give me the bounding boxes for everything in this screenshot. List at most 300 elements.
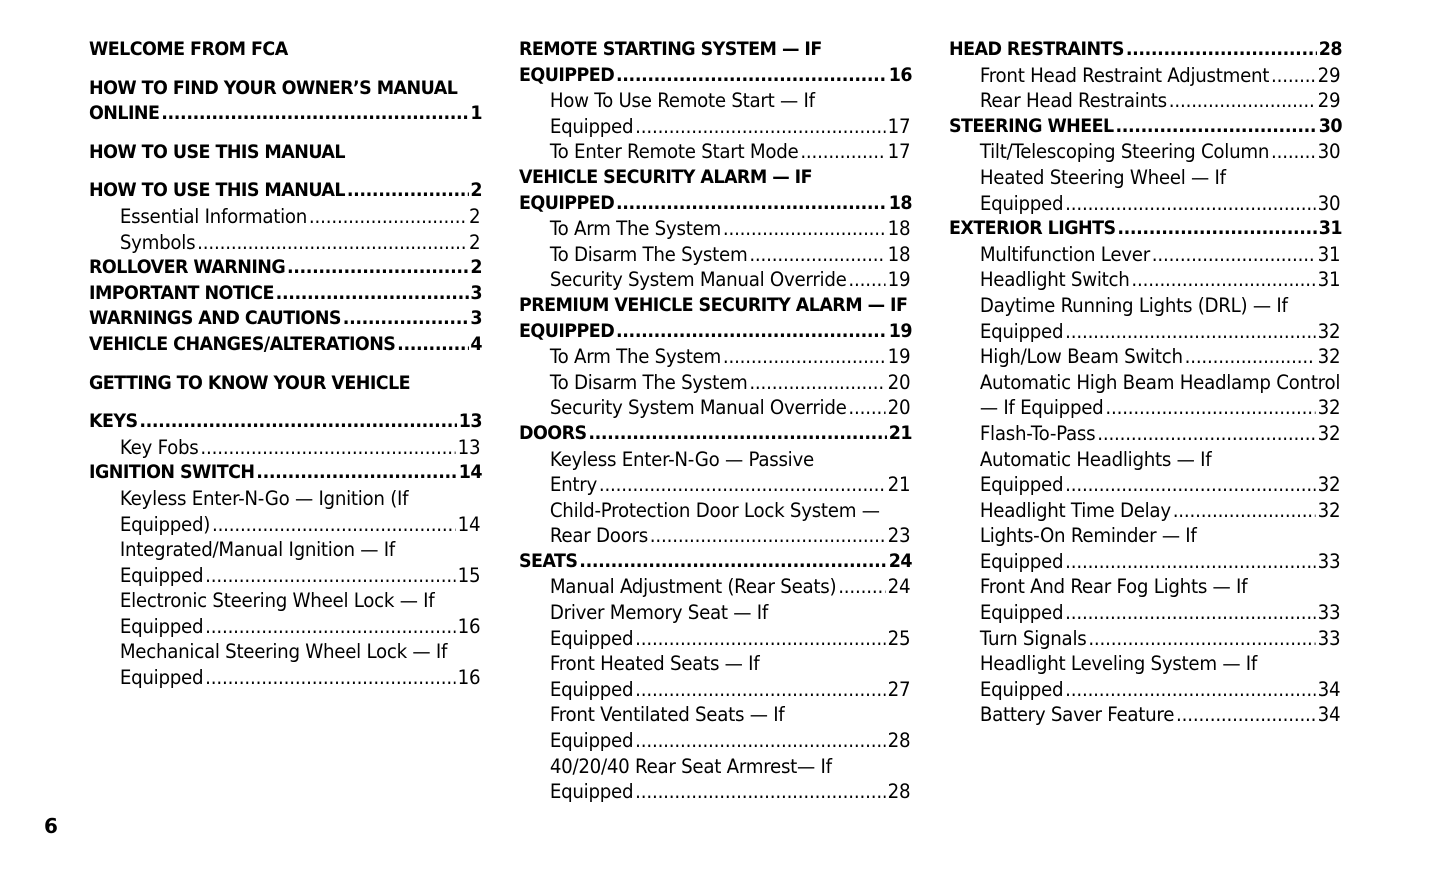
toc-subentry[interactable] <box>949 63 1342 89</box>
toc-line <box>519 370 910 396</box>
toc-line <box>89 435 480 461</box>
toc-line <box>89 204 480 230</box>
toc-page-number: 33 <box>1317 549 1341 573</box>
toc-subentry[interactable] <box>519 88 912 139</box>
toc-entry-title: Rear Doors <box>549 524 648 548</box>
dot-leader <box>1065 549 1316 575</box>
toc-page-number: 20 <box>887 370 911 394</box>
toc-line <box>949 498 1340 524</box>
dot-leader <box>650 523 886 549</box>
toc-line <box>519 779 910 805</box>
toc-entry-title: Daytime Running Lights (DRL) — If <box>979 293 1288 317</box>
toc-entry-title: WARNINGS AND CAUTIONS <box>89 307 341 330</box>
toc-subentry[interactable] <box>949 88 1342 114</box>
toc-line <box>89 460 482 486</box>
dot-leader <box>139 409 457 435</box>
toc-subentry[interactable] <box>949 702 1342 728</box>
dot-leader <box>1097 421 1316 447</box>
toc-entry-title: To Arm The System <box>549 217 721 241</box>
toc-line <box>519 293 912 319</box>
toc-page-number: 21 <box>888 421 913 444</box>
toc-subentry[interactable] <box>519 754 912 805</box>
toc-page-number: 16 <box>457 614 481 638</box>
dot-leader <box>848 395 885 421</box>
toc-entry-title: Equipped <box>979 601 1064 625</box>
toc-heading-entry[interactable] <box>89 37 482 63</box>
toc-page-number: 33 <box>1317 601 1341 625</box>
dot-leader <box>200 435 455 461</box>
toc-line <box>519 702 910 728</box>
toc-page-number: 34 <box>1317 677 1341 701</box>
toc-line <box>949 702 1340 728</box>
dot-leader <box>1131 267 1315 293</box>
dot-leader <box>1105 395 1315 421</box>
dot-leader <box>347 178 469 204</box>
toc-entry-title: Front Head Restraint Adjustment <box>979 63 1270 87</box>
toc-entry-title: — If Equipped <box>979 396 1104 420</box>
toc-line <box>89 563 480 589</box>
toc-subentry[interactable] <box>949 574 1342 625</box>
toc-entry-title: EQUIPPED <box>519 63 615 86</box>
toc-entry-title: Heated Steering Wheel — If <box>979 165 1226 189</box>
toc-line <box>949 370 1340 396</box>
toc-heading-entry[interactable] <box>949 37 1342 63</box>
toc-subentry[interactable] <box>949 498 1342 524</box>
toc-entry-title: Equipped <box>549 626 634 650</box>
dot-leader <box>205 665 456 691</box>
toc-subentry[interactable] <box>519 702 912 753</box>
dot-leader <box>1169 88 1316 114</box>
toc-entry-title: Equipped <box>549 677 634 701</box>
toc-subentry[interactable] <box>89 230 482 256</box>
toc-heading-entry[interactable] <box>519 293 912 344</box>
toc-subentry[interactable] <box>519 447 912 498</box>
toc-entry-title: To Disarm The System <box>549 370 748 394</box>
section-gap <box>89 127 482 140</box>
toc-line <box>949 472 1340 498</box>
toc-line <box>519 600 910 626</box>
toc-page-number: 27 <box>887 677 911 701</box>
toc-column-3 <box>949 37 1342 728</box>
toc-line <box>89 588 480 614</box>
dot-leader <box>800 139 885 165</box>
toc-entry-title: PREMIUM VEHICLE SECURITY ALARM — IF <box>519 293 908 316</box>
toc-line <box>519 63 912 89</box>
toc-page-number: 31 <box>1317 268 1341 292</box>
toc-entry-title: ONLINE <box>89 102 160 125</box>
toc-page-number: 30 <box>1317 140 1341 164</box>
toc-page-number: 17 <box>887 140 911 164</box>
toc-line <box>89 409 482 435</box>
toc-heading-entry[interactable] <box>89 76 482 127</box>
toc-entry-title: Lights-On Reminder — If <box>979 524 1197 548</box>
toc-column-2 <box>519 37 912 805</box>
dot-leader <box>1271 139 1316 165</box>
toc-entry-title: Manual Adjustment (Rear Seats) <box>549 575 837 599</box>
toc-page-number: 13 <box>458 410 483 433</box>
toc-subentry[interactable] <box>519 370 912 396</box>
toc-entry-title: Equipped <box>549 729 634 753</box>
toc-line <box>519 344 910 370</box>
toc-subentry[interactable] <box>949 523 1342 574</box>
toc-entry-title: EQUIPPED <box>519 319 615 342</box>
toc-page-number: 20 <box>887 396 911 420</box>
toc-line <box>519 139 910 165</box>
toc-page-number: 32 <box>1317 396 1341 420</box>
toc-page-number: 24 <box>888 549 913 572</box>
toc-line <box>519 216 910 242</box>
toc-page-number: 32 <box>1317 421 1341 445</box>
toc-subentry[interactable] <box>949 447 1342 498</box>
toc-entry-title: Keyless Enter-N-Go — Ignition (If <box>119 486 409 510</box>
toc-line <box>89 230 480 256</box>
toc-heading-entry[interactable] <box>519 421 912 447</box>
toc-entry-title: STEERING WHEEL <box>949 114 1114 137</box>
toc-heading-entry[interactable] <box>89 371 482 397</box>
toc-entry-title: Keyless Enter-N-Go — Passive <box>549 447 814 471</box>
toc-entry-title: Security System Manual Override <box>549 396 847 420</box>
toc-heading-entry[interactable] <box>89 332 482 358</box>
toc-page-number: 4 <box>470 332 483 355</box>
toc-entry-title: Battery Saver Feature <box>979 703 1175 727</box>
toc-line <box>519 626 910 652</box>
toc-entry-title: Flash-To-Pass <box>979 421 1096 445</box>
toc-subentry[interactable] <box>89 639 482 690</box>
toc-subentry[interactable] <box>949 242 1342 268</box>
dot-leader <box>616 319 887 345</box>
toc-subentry[interactable] <box>519 574 912 600</box>
toc-line <box>519 319 912 345</box>
dot-leader <box>1065 472 1316 498</box>
toc-page-number: 2 <box>470 179 483 202</box>
dot-leader <box>1173 498 1316 524</box>
dot-leader <box>635 114 886 140</box>
toc-entry-title: Automatic Headlights — If <box>979 447 1212 471</box>
toc-entry-title: VEHICLE CHANGES/ALTERATIONS <box>89 332 396 355</box>
toc-page-number: 32 <box>1317 319 1341 343</box>
toc-page-number: 29 <box>1317 89 1341 113</box>
toc-entry-title: To Enter Remote Start Mode <box>549 140 799 164</box>
toc-heading-entry[interactable] <box>89 178 482 204</box>
dot-leader <box>616 63 887 89</box>
toc-page-number: 24 <box>887 575 911 599</box>
toc-entry-title: 40/20/40 Rear Seat Armrest— If <box>549 754 832 778</box>
toc-line <box>949 395 1340 421</box>
toc-page-number: 28 <box>887 780 911 804</box>
toc-page-number: 31 <box>1317 242 1341 266</box>
toc-line <box>949 677 1340 703</box>
toc-line <box>949 319 1340 345</box>
dot-leader <box>205 563 456 589</box>
dot-leader <box>635 677 886 703</box>
section-gap <box>89 396 482 409</box>
toc-page-number: 29 <box>1317 63 1341 87</box>
toc-line <box>519 191 912 217</box>
dot-leader <box>397 332 468 358</box>
toc-line <box>949 574 1340 600</box>
dot-leader <box>1115 114 1316 140</box>
toc-heading-entry[interactable] <box>949 114 1342 140</box>
toc-page-number: 14 <box>457 512 481 536</box>
toc-page-number: 18 <box>887 242 911 266</box>
toc-entry-title: ROLLOVER WARNING <box>89 256 286 279</box>
toc-subentry[interactable] <box>89 537 482 588</box>
toc-entry-title: VEHICLE SECURITY ALARM — IF <box>519 165 813 188</box>
toc-entry-title: Headlight Leveling System — If <box>979 652 1258 676</box>
toc-page-number: 15 <box>457 563 481 587</box>
toc-line <box>89 512 480 538</box>
toc-entry-title: Automatic High Beam Headlamp Control <box>979 370 1341 394</box>
dot-leader <box>635 728 886 754</box>
toc-line <box>949 63 1340 89</box>
toc-entry-title: Equipped <box>979 191 1064 215</box>
toc-page-number: 23 <box>887 524 911 548</box>
toc-subentry[interactable] <box>519 344 912 370</box>
toc-entry-title: Headlight Switch <box>979 268 1130 292</box>
toc-entry-title: Equipped <box>119 614 204 638</box>
toc-heading-entry[interactable] <box>89 409 482 435</box>
toc-heading-entry[interactable] <box>519 549 912 575</box>
toc-subentry[interactable] <box>519 242 912 268</box>
toc-line <box>949 293 1340 319</box>
dot-leader <box>212 512 456 538</box>
toc-line <box>89 371 482 397</box>
toc-entry-title: Security System Manual Override <box>549 268 847 292</box>
toc-entry-title: DOORS <box>519 421 587 444</box>
toc-entry-title: To Disarm The System <box>549 242 748 266</box>
toc-line <box>89 332 482 358</box>
toc-line <box>89 255 482 281</box>
dot-leader <box>723 344 886 370</box>
toc-subentry[interactable] <box>949 293 1342 344</box>
toc-page-number: 19 <box>888 319 913 342</box>
toc-page-number: 18 <box>888 191 913 214</box>
dot-leader <box>1065 319 1316 345</box>
dot-leader <box>635 779 886 805</box>
toc-entry-title: HEAD RESTRAINTS <box>949 38 1124 60</box>
toc-line <box>89 37 482 63</box>
toc-line <box>949 626 1340 652</box>
toc-subentry[interactable] <box>519 498 912 549</box>
toc-heading-entry[interactable] <box>519 165 912 216</box>
toc-line <box>519 549 912 575</box>
toc-line <box>89 614 480 640</box>
dot-leader <box>1185 344 1316 370</box>
toc-subentry[interactable] <box>519 139 912 165</box>
toc-entry-title: Entry <box>549 473 597 497</box>
section-gap <box>89 165 482 178</box>
dot-leader <box>1065 191 1316 217</box>
toc-heading-entry[interactable] <box>89 281 482 307</box>
dot-leader <box>1117 216 1317 242</box>
toc-line <box>519 651 910 677</box>
toc-subentry[interactable] <box>949 651 1342 702</box>
dot-leader <box>848 267 885 293</box>
toc-subentry[interactable] <box>949 267 1342 293</box>
toc-subentry[interactable] <box>949 370 1342 421</box>
page-number: 6 <box>44 814 58 838</box>
toc-page-number: 34 <box>1317 703 1341 727</box>
toc-entry-title: Equipped <box>119 563 204 587</box>
toc-entry-title: Equipped <box>549 114 634 138</box>
toc-entry-title: SEATS <box>519 549 578 572</box>
dot-leader <box>197 230 467 256</box>
toc-line <box>89 537 480 563</box>
dot-leader <box>616 191 887 217</box>
toc-page-number: 2 <box>468 230 481 254</box>
toc-line <box>519 498 910 524</box>
toc-heading-entry[interactable] <box>89 255 482 281</box>
dot-leader <box>343 306 469 332</box>
dot-leader <box>723 216 886 242</box>
toc-entry-title: WELCOME FROM FCA <box>89 38 288 60</box>
toc-column-1 <box>89 37 482 691</box>
toc-line <box>519 472 910 498</box>
toc-entry-title: Child-Protection Door Lock System — <box>549 498 880 522</box>
toc-entry-title: Tilt/Telescoping Steering Column <box>979 140 1270 164</box>
toc-page-number: 3 <box>470 307 483 330</box>
toc-line <box>89 140 482 166</box>
toc-page-number: 18 <box>887 217 911 241</box>
toc-page-number: 28 <box>887 729 911 753</box>
toc-line <box>519 447 910 473</box>
toc-subentry[interactable] <box>89 204 482 230</box>
toc-line <box>89 486 480 512</box>
toc-line <box>949 88 1340 114</box>
toc-heading-entry[interactable] <box>519 37 912 88</box>
toc-line <box>949 651 1340 677</box>
toc-entry-title: Equipped <box>979 549 1064 573</box>
toc-line <box>519 728 910 754</box>
dot-leader <box>1126 37 1317 63</box>
toc-heading-entry[interactable] <box>89 140 482 166</box>
toc-subentry[interactable] <box>949 421 1342 447</box>
dot-leader <box>309 204 467 230</box>
toc-subentry[interactable] <box>519 216 912 242</box>
toc-heading-entry[interactable] <box>89 460 482 486</box>
toc-subentry[interactable] <box>89 588 482 639</box>
toc-subentry[interactable] <box>519 267 912 293</box>
toc-page-number: 28 <box>1318 38 1343 60</box>
toc-page-number: 19 <box>887 345 911 369</box>
toc-entry-title: Driver Memory Seat — If <box>549 601 768 625</box>
toc-page-number: 30 <box>1317 191 1341 215</box>
toc-line <box>519 165 912 191</box>
toc-page-number: 3 <box>470 281 483 304</box>
toc-line <box>949 523 1340 549</box>
toc-line <box>949 37 1342 63</box>
toc-subentry[interactable] <box>519 600 912 651</box>
toc-page-number: 13 <box>457 435 481 459</box>
dot-leader <box>838 574 886 600</box>
toc-page-number: 2 <box>468 204 481 228</box>
toc-entry-title: REMOTE STARTING SYSTEM — IF <box>519 38 822 60</box>
dot-leader <box>749 242 885 268</box>
toc-page-number: 31 <box>1318 217 1343 240</box>
toc-entry-title: How To Use Remote Start — If <box>549 89 815 113</box>
dot-leader <box>749 370 885 396</box>
dot-leader <box>161 101 468 127</box>
toc-entry-title: Equipped <box>979 473 1064 497</box>
toc-subentry[interactable] <box>519 395 912 421</box>
toc-page-number: 1 <box>470 102 483 125</box>
toc-subentry[interactable] <box>949 165 1342 216</box>
toc-entry-title: Essential Information <box>119 204 308 228</box>
toc-entry-title: Symbols <box>119 230 196 254</box>
toc-line <box>89 639 480 665</box>
dot-leader <box>256 460 457 486</box>
toc-page-number: 32 <box>1317 473 1341 497</box>
dot-leader <box>1176 702 1316 728</box>
toc-line <box>519 677 910 703</box>
toc-entry-title: Equipped <box>979 677 1064 701</box>
toc-subentry[interactable] <box>949 344 1342 370</box>
toc-line <box>89 306 482 332</box>
toc-line <box>949 600 1340 626</box>
dot-leader <box>1065 600 1316 626</box>
toc-entry-title: IGNITION SWITCH <box>89 461 255 484</box>
toc-entry-title: HOW TO USE THIS MANUAL <box>89 179 346 202</box>
toc-line <box>519 37 912 63</box>
toc-page-number: 19 <box>887 268 911 292</box>
dot-leader <box>599 472 886 498</box>
toc-entry-title: IMPORTANT NOTICE <box>89 281 274 304</box>
toc-heading-entry[interactable] <box>89 306 482 332</box>
toc-entry-title: Headlight Time Delay <box>979 498 1171 522</box>
toc-line <box>89 281 482 307</box>
toc-page-number: 17 <box>887 114 911 138</box>
toc-line <box>949 139 1340 165</box>
toc-heading-entry[interactable] <box>949 216 1342 242</box>
toc-entry-title: HOW TO FIND YOUR OWNER’S MANUAL <box>89 76 458 99</box>
toc-subentry[interactable] <box>949 626 1342 652</box>
dot-leader <box>287 255 469 281</box>
toc-line <box>89 665 480 691</box>
toc-page-number: 33 <box>1317 626 1341 650</box>
toc-subentry[interactable] <box>89 435 482 461</box>
dot-leader <box>1088 626 1315 652</box>
toc-line <box>949 447 1340 473</box>
toc-entry-title: Multifunction Lever <box>979 242 1150 266</box>
toc-line <box>89 101 482 127</box>
toc-subentry[interactable] <box>519 651 912 702</box>
toc-line <box>949 216 1342 242</box>
toc-line <box>519 395 910 421</box>
dot-leader <box>205 614 456 640</box>
toc-entry-title: High/Low Beam Switch <box>979 345 1183 369</box>
toc-entry-title: Front And Rear Fog Lights — If <box>979 575 1248 599</box>
toc-line <box>949 114 1342 140</box>
toc-entry-title: Mechanical Steering Wheel Lock — If <box>119 640 448 664</box>
toc-entry-title: Equipped <box>549 780 634 804</box>
toc-page-number: 25 <box>887 626 911 650</box>
toc-subentry[interactable] <box>949 139 1342 165</box>
toc-subentry[interactable] <box>89 486 482 537</box>
toc-entry-title: Key Fobs <box>119 435 199 459</box>
dot-leader <box>276 281 469 307</box>
toc-page-number: 21 <box>887 473 911 497</box>
section-gap <box>89 63 482 76</box>
toc-line <box>519 114 910 140</box>
toc-page-number: 2 <box>470 256 483 279</box>
toc-page-number: 32 <box>1317 345 1341 369</box>
toc-entry-title: KEYS <box>89 410 138 433</box>
toc-entry-title: HOW TO USE THIS MANUAL <box>89 140 346 163</box>
toc-entry-title: Front Ventilated Seats — If <box>549 703 785 727</box>
toc-page-number: 32 <box>1317 498 1341 522</box>
toc-line <box>949 421 1340 447</box>
toc-line <box>519 523 910 549</box>
